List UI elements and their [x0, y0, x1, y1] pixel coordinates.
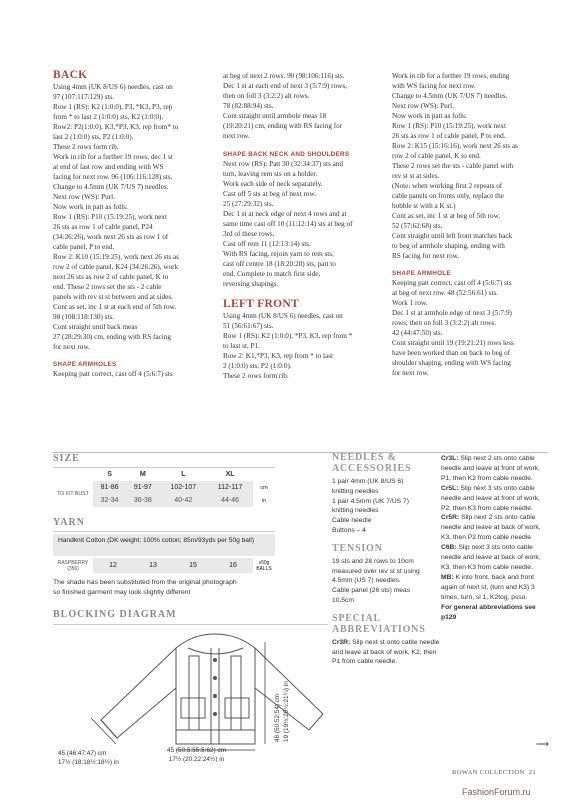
yarn-heading: YARN — [53, 517, 85, 528]
needles-heading: NEEDLES & ACCESSORIES — [332, 452, 412, 474]
yarn-qty-l: 15 — [173, 558, 213, 573]
left-front-continued-text: Work in rib for a further 19 rows, ending with WS facing for next row. Change to 4.5mm (UK 7/US 7) needles. Next row (WS): Purl. Now work in patt as folls: Row 1 (RS): P10 (15:19:25), work next 26 sts as row 1 of cable panel, P to end. Row 2: K15 (15:16:16), work next 26 sts as row 2 of cable panel, K to end. These 2 rows set the sts - cable panel with rev st st at sides. (Note: when working first 2 repeats of cable panels on fronts only, replace the bobble st with a K st.) Cont as set, inc 1 st at beg of 5th row. 52 (57:62:68) sts. Cont straight until left front matches back to beg of armhole shaping, ending with RS facing for next row. — [392, 72, 518, 260]
sleeve-dim-in: 17½ (18:18½:18½) in — [58, 759, 119, 766]
yarn-qty-m: 13 — [133, 558, 173, 573]
blocking-rule — [53, 624, 328, 625]
abbrev-cr3l — [441, 454, 541, 484]
abbrev-text: Slip next 3 sts onto cable needle and leave at back of work, K3, then K3 from cable needle. — [441, 544, 541, 571]
abbrev-cr3r-text: Slip next st onto cable needle and leave at back of work, K2, then P1 from cable needle. — [332, 638, 440, 666]
cable-panel-right — [231, 656, 241, 730]
abbrev-text: Slip next 3 sts onto cable needle and leave at front of work, P2, then K3 from cable needle. — [441, 484, 540, 512]
right-column — [392, 71, 552, 378]
tension-heading: TENSION — [332, 542, 383, 554]
hem-rib — [176, 730, 255, 744]
buttons — [213, 658, 217, 716]
middle-column — [223, 71, 383, 381]
sleeve-dimension-line — [91, 718, 116, 744]
yarn-unit: x50g BALLS — [256, 559, 272, 572]
abbreviations-column — [441, 454, 541, 622]
size-cm-l: 102-107 — [170, 483, 197, 491]
sleeve-dimension — [58, 749, 119, 767]
size-in-s: 32-34 — [100, 496, 119, 504]
size-cm-s: 81-86 — [100, 483, 119, 491]
abbrev-cr5l — [441, 484, 541, 514]
watermark: FashionForum.ru — [462, 787, 531, 797]
size-in-m: 36-38 — [133, 496, 152, 504]
abbrev-label: Cr5L: — [441, 484, 459, 492]
size-rule — [53, 467, 275, 468]
cable-panel-left — [189, 656, 199, 730]
back-neck-text: Next row (RS): Patt 30 (32:34:37) sts and turn, leaving rem sts on a holder. Work each side of neck separately. Cast off 5 sts at beg of next row. 25 (27:29:32) sts. Dec 1 st at neck edge of next 4 rows and at same time cast off 10 (11:12:14) sts at beg of 3rd of these rows. Cast off rem 11 (12:13:14) sts. With RS facing, rejoin yarn to rem sts, cast off centre 18 (18:20:20) sts, patt to end. Complete to match first side, reversing shapings. — [223, 160, 353, 288]
abbrev-label: MB: — [441, 573, 454, 581]
yarn-qty-xl: 16 — [213, 558, 253, 573]
abbrev-general — [441, 603, 541, 623]
size-header-m: M — [139, 471, 146, 478]
abbrev-cr3r-label: Cr3R: — [332, 638, 351, 646]
page-footer — [452, 768, 536, 778]
size-cm-xl: 112-117 — [217, 483, 243, 491]
special-abbrev-heading: SPECIAL ABBREVIATIONS — [332, 612, 426, 635]
yarn-shade-label: RASPBERRY (356) — [57, 559, 89, 572]
size-in-xl: 44-46 — [221, 496, 240, 504]
unit-cm: cm — [253, 481, 275, 494]
to-fit-bust-label: TO FIT BUST — [53, 481, 93, 507]
length-dim-in: 19 (19½:20½:21¼) in — [283, 681, 290, 742]
shape-armholes-text: Keeping patt correct, cast off 4 (5:6:7) sts — [53, 370, 173, 378]
abbrev-label: C6B: — [441, 544, 457, 552]
back-heading: BACK — [53, 69, 88, 81]
shade-note: The shade has been substituted from the original photograph so finished garment may look slightly different — [53, 579, 237, 596]
length-dim-cm: 48 (50:52:54) cm — [274, 693, 281, 742]
abbrev-text: Slip next 2 sts onto cable needle and leave at front of work, P1, then K2 from cable needle. — [441, 455, 540, 482]
size-in-l: 40-42 — [174, 496, 193, 504]
abbrev-text: Slip next 2 sts onto cable needle and leave at back of work, K3, then P2 from cable needle. — [441, 514, 541, 542]
front-neck — [188, 648, 243, 654]
abbrev-text: K into front, back and front again of next st, (turn and K3) 3 times, turn, sl 1, K2tog, psso. — [441, 573, 535, 601]
length-dimension — [273, 681, 291, 742]
back-neck-heading: SHAPE BACK NECK AND SHOULDERS — [223, 151, 350, 158]
size-cm-m: 91-97 — [133, 483, 152, 491]
yarn-description: Handknit Cotton (DK weight; 100% cotton; 85m/93yds per 50g ball) — [53, 534, 275, 556]
tension-text: 19 sts and 28 rows to 10cm measured over rev st st using 4.5mm (US 7) needles. Cable panel (26 sts) meas 10.5cm — [332, 557, 420, 604]
shape-armhole-heading: SHAPE ARMHOLE — [392, 270, 451, 277]
shape-armholes-heading: SHAPE ARMHOLES — [53, 361, 117, 368]
abbrev-label: For general abbreviations see p129 — [441, 603, 536, 621]
width-dim-cm: 45 (50.5:55.5:62) cm — [167, 747, 226, 754]
back-column — [53, 68, 213, 379]
left-front-text: Using 4mm (UK 8/US 6) needles, cast on 51 (56:61:67) sts. Row 1 (RS): K2 (1:0:0), *P3, K3, rep from * to last st, P1. Row 2: K1,*P3, K3, rep from * to last 2 (1:0:0) sts, P2 (1:0:0). These 2 rows form rib. — [223, 312, 353, 380]
yarn-qty-s: 12 — [93, 558, 133, 573]
page-number: 21 — [528, 769, 537, 776]
pocket-left — [181, 698, 205, 718]
left-sleeve — [101, 648, 176, 738]
abbrev-label: Cr5R: — [441, 514, 460, 522]
abbrev-label: Cr3L: — [441, 455, 459, 462]
size-header-s: S — [107, 471, 112, 478]
neckline — [176, 634, 255, 648]
needles-tension-column — [332, 452, 442, 667]
abbrev-c6b — [441, 543, 541, 573]
abbrev-cr3r — [332, 638, 442, 667]
page-turn-icon: ⟶ — [536, 739, 549, 749]
width-dimension — [167, 746, 226, 764]
unit-in: in — [253, 494, 275, 507]
size-table — [53, 469, 275, 507]
publication-name: ROWAN COLLECTION — [452, 769, 525, 776]
size-heading: SIZE — [53, 453, 80, 464]
section-divider — [53, 452, 548, 453]
yarn-table — [53, 558, 275, 573]
shape-armhole-text: Keeping patt correct, cast off 4 (5:6:7) sts at beg of next row. 48 (52:56:61) sts. Work 1 row. Dec 1 st at armhole edge of next 3 (5:7:9) rows, then on foll 3 (3:2:2) alt rows. 42 (44:47:50) sts. Cont straight until 19 (19:21:21) rows less have been worked than on back to beg of shoulder shaping, ending with WS facing for next row. — [392, 279, 514, 377]
yarn-rule — [53, 531, 275, 532]
back-instructions: Using 4mm (UK 8/US 6) needles, cast on 97 (107:117:129) sts. Row 1 (RS): K2 (1:0:0), P3, *K3, P3, rep from * to last 2 (1:0:0) sts, K2 (1:0:0). Row2: P2(1:0:0), K3,*P3, K3, rep from* to last 2 (1:0:0) sts, P2 (1:0:0). These 2 rows form rib. Work in rib for a further 19 rows, dec 1 st at end of last row and ending with WS facing for next row. 96 (106:116:128) sts. Change to 4.5mm (UK 7/US 7) needles. Next row (WS): Purl. Now work in patt as folls: Row 1 (RS): P10 (15:19:25), work next 26 sts as row 1 of cable panel, P24 (34:26:26), work next 26 sts as row 1 of cable panel, P to end. Row 2: K10 (15:19:25), work next 26 sts as row 2 of cable panel, K24 (34:26:26), work next 26 sts as row 2 of cable panel, K to end. These 2 rows set the sts - 2 cable panels with rev st st between and at sides. Cont as set, inc 1 st at each end of 5th row. 98 (108:118:130) sts. Cont straight until back meas 27 (28:29:30) cm, ending with RS facing for next row. — [53, 83, 179, 351]
size-header-xl: XL — [225, 471, 235, 478]
pocket-right — [225, 698, 249, 718]
armhole-continued-text: at beg of next 2 rows. 90 (98:106:116) sts. Dec 1 st at each end of next 3 (5:7:9) rows, then on foll 3 (3:2:2) alt rows. 78 (82:88:94) sts. Cont straight until armhole meas 18 (19:20:21) cm, ending with RS facing for next row. — [223, 72, 347, 140]
needles-text: 1 pair 4mm (UK 8/US 6) knitting needles 1 pair 4.5mm (UK 7/US 7) knitting needles Cable needle Buttons – 4 — [332, 478, 409, 534]
left-front-heading: LEFT FRONT — [223, 298, 299, 310]
abbrev-cr5r — [441, 513, 541, 543]
abbrev-mb — [441, 573, 541, 603]
width-dim-in: 17½ (20:22:24½) in — [168, 756, 225, 763]
blocking-heading: BLOCKING DIAGRAM — [53, 609, 177, 620]
size-header-l: L — [181, 471, 186, 478]
sleeve-dim-cm: 45 (46:47:47) cm — [58, 750, 107, 757]
